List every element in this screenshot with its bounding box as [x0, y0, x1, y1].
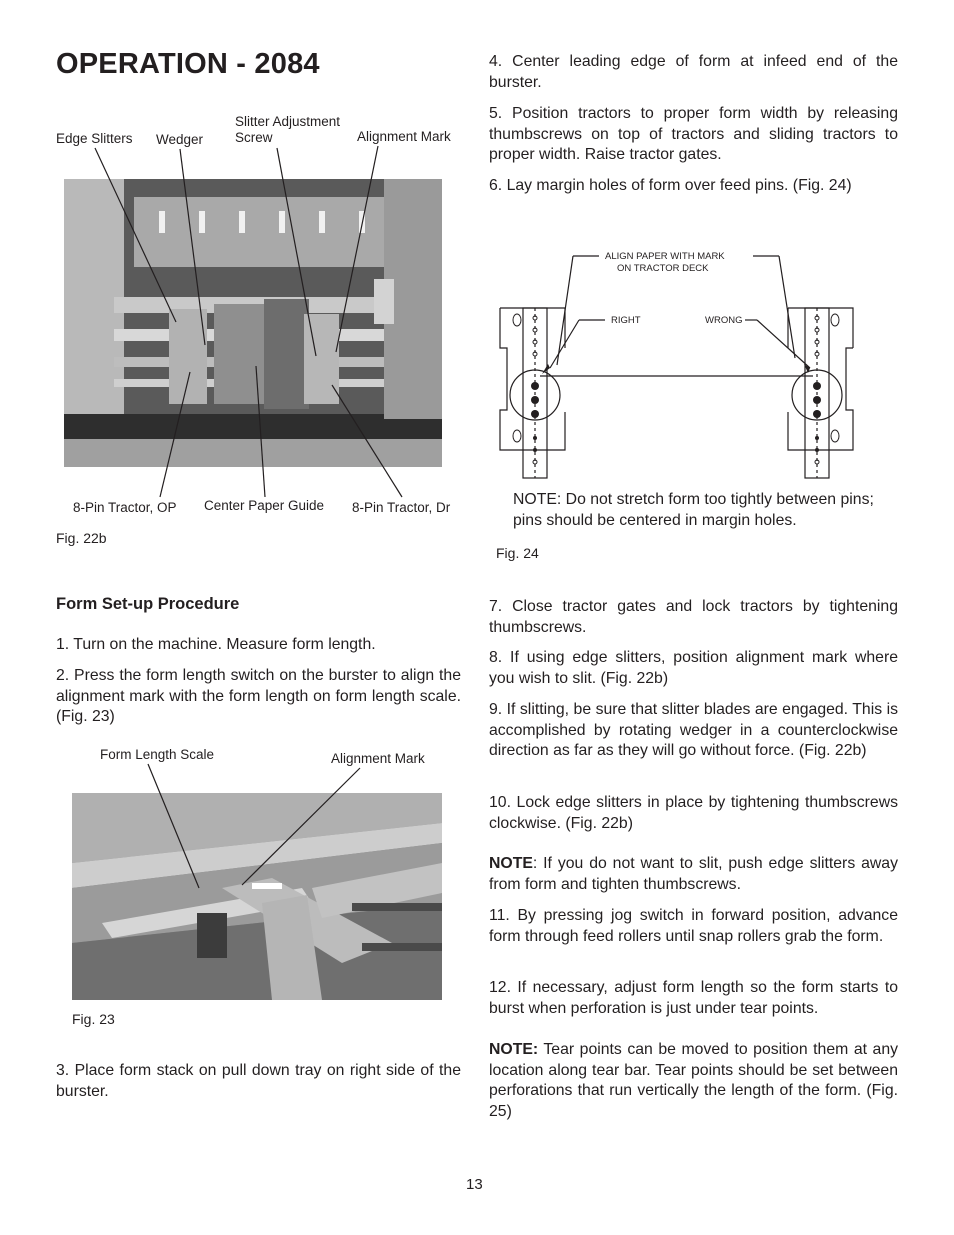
section-heading-form-setup: Form Set-up Procedure	[56, 595, 240, 613]
label-form-length-scale: Form Length Scale	[100, 747, 215, 762]
label-alignment-mark-fig23: Alignment Mark	[331, 751, 425, 766]
note-tear-points-label: NOTE:	[489, 1041, 539, 1058]
label-tractor-op: 8-Pin Tractor, OP	[73, 500, 177, 515]
label-alignment-mark: Alignment Mark	[357, 129, 451, 144]
label-slitter-adjustment-screw-1: Slitter Adjustment	[235, 114, 341, 129]
fig24-diagram	[495, 240, 875, 485]
fig24-label-align-2: ON TRACTOR DECK	[617, 263, 709, 274]
step-2: 2. Press the form length switch on the burster to align the alignment mark with the form length on form length scale. (Fig. 23)	[56, 667, 461, 726]
step-6: 6. Lay margin holes of form over feed pins. (Fig. 24)	[489, 177, 852, 194]
label-center-paper-guide: Center Paper Guide	[204, 498, 325, 513]
fig23-caption: Fig. 23	[72, 1011, 115, 1027]
fig24-caption: Fig. 24	[496, 545, 539, 561]
fig24-label-wrong: WRONG	[705, 315, 743, 326]
step-7: 7. Close tractor gates and lock tractors by tightening thumbscrews.	[489, 598, 898, 636]
label-edge-slitters: Edge Slitters	[56, 131, 133, 146]
step-12: 12. If necessary, adjust form length so the form starts to burst when perforation is just under tear points.	[489, 979, 898, 1017]
fig22b-caption: Fig. 22b	[56, 530, 107, 546]
fig24-label-align-1: ALIGN PAPER WITH MARK	[605, 251, 725, 262]
note-tear-points	[489, 1040, 898, 1122]
step-11: 11. By pressing jog switch in forward position, advance form through feed rollers until snap rollers grab the form.	[489, 907, 898, 945]
note-tear-points-text: Tear points can be moved to position them at any location along tear bar. Tear points should be set between perforations that run vertically the length of the form. (Fig. 25)	[489, 1041, 898, 1120]
step-1: 1. Turn on the machine. Measure form length.	[56, 636, 376, 653]
note-no-slit-text: : If you do not want to slit, push edge slitters away from form and tighten thumbscrews.	[489, 855, 898, 893]
fig24-label-right: RIGHT	[611, 315, 641, 326]
label-tractor-dr: 8-Pin Tractor, Dr	[352, 500, 451, 515]
label-wedger: Wedger	[156, 132, 204, 147]
step-10: 10. Lock edge slitters in place by tightening thumbscrews clockwise. (Fig. 22b)	[489, 794, 898, 832]
page-title: OPERATION - 2084	[56, 48, 320, 80]
step-3: 3. Place form stack on pull down tray on right side of the burster.	[56, 1062, 461, 1100]
note-no-slit	[489, 854, 898, 895]
step-4: 4. Center leading edge of form at infeed end of the burster.	[489, 53, 898, 91]
step-8: 8. If using edge slitters, position alignment mark where you wish to slit. (Fig. 22b)	[489, 649, 898, 687]
fig24-note: NOTE: Do not stretch form too tightly between pins; pins should be centered in margin holes.	[513, 491, 874, 529]
note-no-slit-label: NOTE	[489, 855, 533, 872]
step-9: 9. If slitting, be sure that slitter blades are engaged. This is accomplished by rotating wedger in a counterclockwise direction as far as they will go without force. (Fig. 22b)	[489, 701, 898, 760]
label-slitter-adjustment-screw-2: Screw	[235, 130, 273, 145]
step-5: 5. Position tractors to proper form width by releasing thumbscrews on top of tractors and sliding tractors to proper width. Raise tractor gates.	[489, 105, 898, 164]
page-number: 13	[466, 1176, 483, 1193]
